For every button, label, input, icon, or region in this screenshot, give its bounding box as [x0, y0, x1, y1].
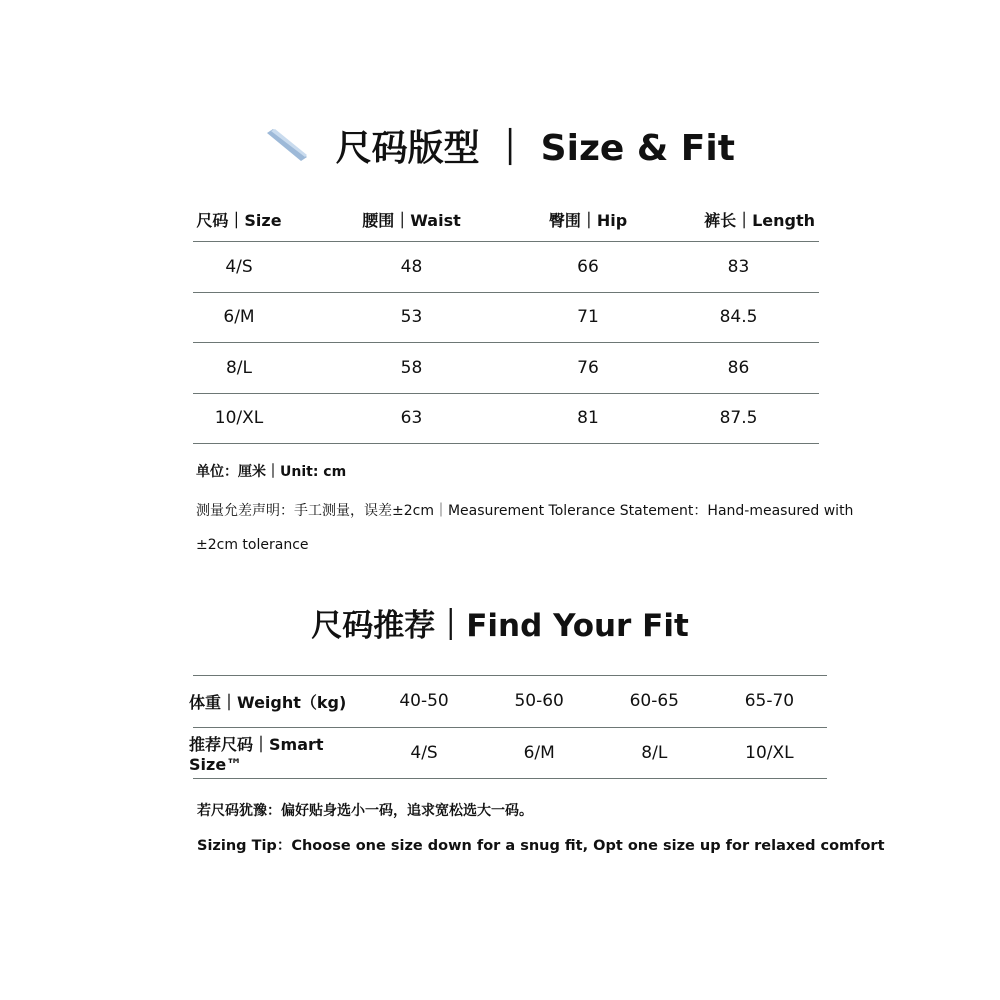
- size-value: 10/XL: [745, 742, 794, 763]
- header-hip: 臀围｜Hip: [548, 211, 628, 230]
- cell-size: 4/S: [225, 256, 253, 277]
- weight-value: 65-70: [744, 691, 795, 712]
- cell-length: 83: [727, 256, 750, 277]
- size-value: 4/S: [410, 742, 438, 763]
- header-size: 尺码｜Size: [196, 211, 282, 230]
- recommendation-table: [189, 675, 827, 779]
- sizing-tip-english: Sizing Tip：Choose one size down for a snug fit, Opt one size up for relaxed comfort: [197, 838, 885, 854]
- cell-length: 84.5: [719, 307, 758, 328]
- size-fit-title-block: [0, 120, 1000, 171]
- weight-value: 60-65: [629, 691, 679, 712]
- cell-size: 10/XL: [214, 408, 264, 429]
- cell-size: 8/L: [225, 357, 252, 378]
- size-table-header: [193, 198, 819, 242]
- header-waist: 腰围｜Waist: [362, 211, 461, 230]
- cell-length: 86: [727, 357, 750, 378]
- size-value: 6/M: [523, 742, 555, 763]
- cell-waist: 48: [400, 256, 423, 277]
- cell-hip: 81: [577, 408, 599, 429]
- tolerance-note: 测量允差声明：手工测量，误差±2cm｜Measurement Tolerance Statement：Hand-measured with ±2cm tolerance: [196, 503, 854, 553]
- cell-size: 6/M: [223, 307, 255, 328]
- table-row: [193, 394, 819, 445]
- size-fit-title: 尺码版型 ｜ Size & Fit: [335, 128, 735, 169]
- size-table: [193, 198, 819, 444]
- cell-waist: 63: [400, 408, 423, 429]
- weight-value: 40-50: [399, 691, 449, 712]
- cell-hip: 66: [577, 256, 599, 277]
- table-row: [193, 343, 819, 394]
- weight-label: 体重｜Weight（kg): [189, 692, 347, 712]
- unit-note: 单位：厘米｜Unit: cm: [196, 464, 347, 480]
- table-row: [193, 293, 819, 344]
- cell-hip: 71: [577, 307, 599, 328]
- sizing-tip-chinese: 若尺码犹豫：偏好贴身选小一码，追求宽松选大一码。: [197, 803, 533, 819]
- cell-waist: 58: [400, 357, 423, 378]
- cell-waist: 53: [400, 307, 423, 328]
- smart-size-label: 推荐尺码｜Smart Size™: [189, 734, 324, 774]
- decorative-stripe-icon: [265, 129, 309, 163]
- table-row: [189, 728, 827, 780]
- table-row: [193, 242, 819, 293]
- size-value: 8/L: [641, 742, 668, 763]
- header-length: 裤长｜Length: [704, 211, 815, 230]
- cell-length: 87.5: [719, 408, 758, 429]
- weight-value: 50-60: [514, 691, 564, 712]
- table-row: [189, 676, 827, 728]
- cell-hip: 76: [577, 357, 599, 378]
- find-fit-title: 尺码推荐｜Find Your Fit: [311, 608, 689, 644]
